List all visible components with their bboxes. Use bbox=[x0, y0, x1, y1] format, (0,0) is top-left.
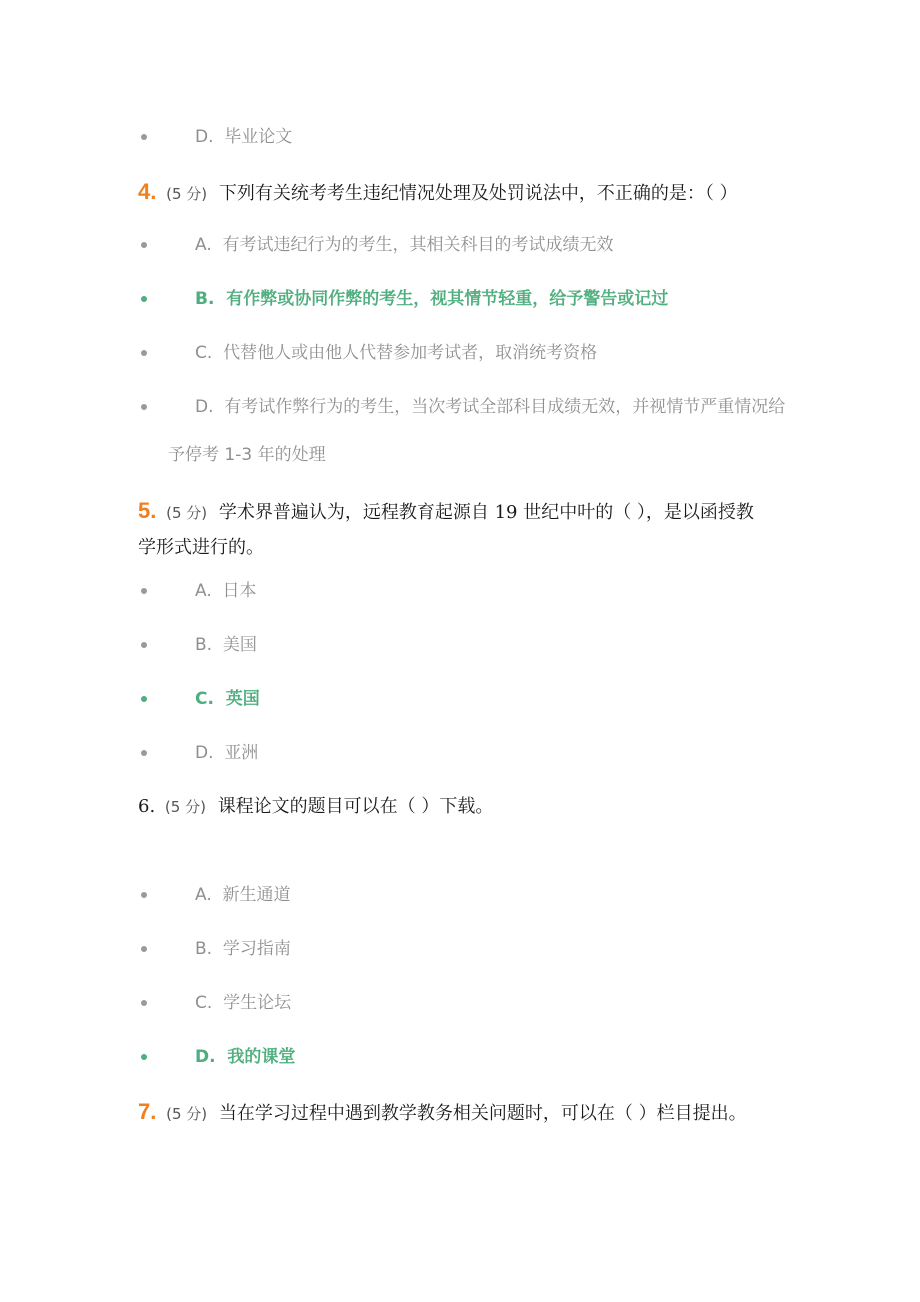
question-text: 课程论文的题目可以在（ ）下载。 bbox=[217, 796, 494, 817]
option-item bbox=[0, 630, 920, 660]
option-item bbox=[0, 392, 920, 422]
bullet-icon bbox=[141, 350, 147, 356]
bullet-icon bbox=[141, 296, 147, 302]
bullet-icon bbox=[141, 642, 147, 648]
question-text: 学术界普遍认为，远程教育起源自 19 世纪中叶的（ ），是以函授教 bbox=[218, 502, 754, 523]
bullet-icon bbox=[141, 242, 147, 248]
bullet-icon bbox=[141, 1054, 147, 1060]
bullet-icon bbox=[141, 1000, 147, 1006]
question-number: 6. bbox=[138, 796, 156, 817]
option-text: C. 英国 bbox=[195, 689, 260, 709]
bullet-icon bbox=[141, 696, 147, 702]
question-score: (5 分) bbox=[164, 798, 206, 816]
question-number: 4. bbox=[138, 179, 157, 204]
question-score: (5 分) bbox=[166, 1105, 208, 1123]
option-text: D. 有考试作弊行为的考生，当次考试全部科目成绩无效，并视情节严重情况给 bbox=[195, 397, 786, 417]
option-item bbox=[0, 122, 920, 152]
bullet-icon bbox=[141, 134, 147, 140]
option-text: D. 亚洲 bbox=[195, 743, 259, 763]
question-4 bbox=[138, 177, 738, 209]
question-text-continuation: 学形式进行的。 bbox=[138, 537, 264, 558]
option-text: C. 学生论坛 bbox=[195, 993, 292, 1013]
option-text-continuation: 予停考 1-3 年的处理 bbox=[168, 445, 326, 465]
option-item bbox=[0, 880, 920, 910]
option-item-correct bbox=[0, 684, 920, 714]
question-score: (5 分) bbox=[166, 504, 208, 522]
option-text: B. 有作弊或协同作弊的考生，视其情节轻重，给予警告或记过 bbox=[195, 289, 669, 309]
bullet-icon bbox=[141, 892, 147, 898]
option-item bbox=[0, 338, 920, 368]
bullet-icon bbox=[141, 588, 147, 594]
option-item bbox=[0, 576, 920, 606]
bullet-icon bbox=[141, 946, 147, 952]
question-5 bbox=[138, 496, 754, 528]
option-item bbox=[0, 230, 920, 260]
question-number: 5. bbox=[138, 498, 157, 523]
option-text: A. 日本 bbox=[195, 581, 257, 601]
option-item-correct bbox=[0, 1042, 920, 1072]
option-item bbox=[0, 934, 920, 964]
question-7 bbox=[138, 1097, 747, 1129]
option-text: A. 有考试违纪行为的考生，其相关科目的考试成绩无效 bbox=[195, 235, 614, 255]
option-item bbox=[0, 988, 920, 1018]
question-number: 7. bbox=[138, 1099, 157, 1124]
option-text: B. 学习指南 bbox=[195, 939, 291, 959]
option-text: D. 毕业论文 bbox=[195, 127, 293, 147]
option-item bbox=[0, 738, 920, 768]
option-text: A. 新生通道 bbox=[195, 885, 291, 905]
question-score: (5 分) bbox=[166, 185, 208, 203]
option-text: B. 美国 bbox=[195, 635, 257, 655]
option-item-correct bbox=[0, 284, 920, 314]
question-6 bbox=[138, 792, 493, 822]
option-text: D. 我的课堂 bbox=[195, 1047, 296, 1067]
bullet-icon bbox=[141, 404, 147, 410]
question-text: 当在学习过程中遇到教学教务相关问题时，可以在（ ）栏目提出。 bbox=[218, 1103, 747, 1124]
question-text: 下列有关统考考生违纪情况处理及处罚说法中，不正确的是：（ ） bbox=[218, 183, 738, 204]
option-text: C. 代替他人或由他人代替参加考试者，取消统考资格 bbox=[195, 343, 598, 363]
bullet-icon bbox=[141, 750, 147, 756]
